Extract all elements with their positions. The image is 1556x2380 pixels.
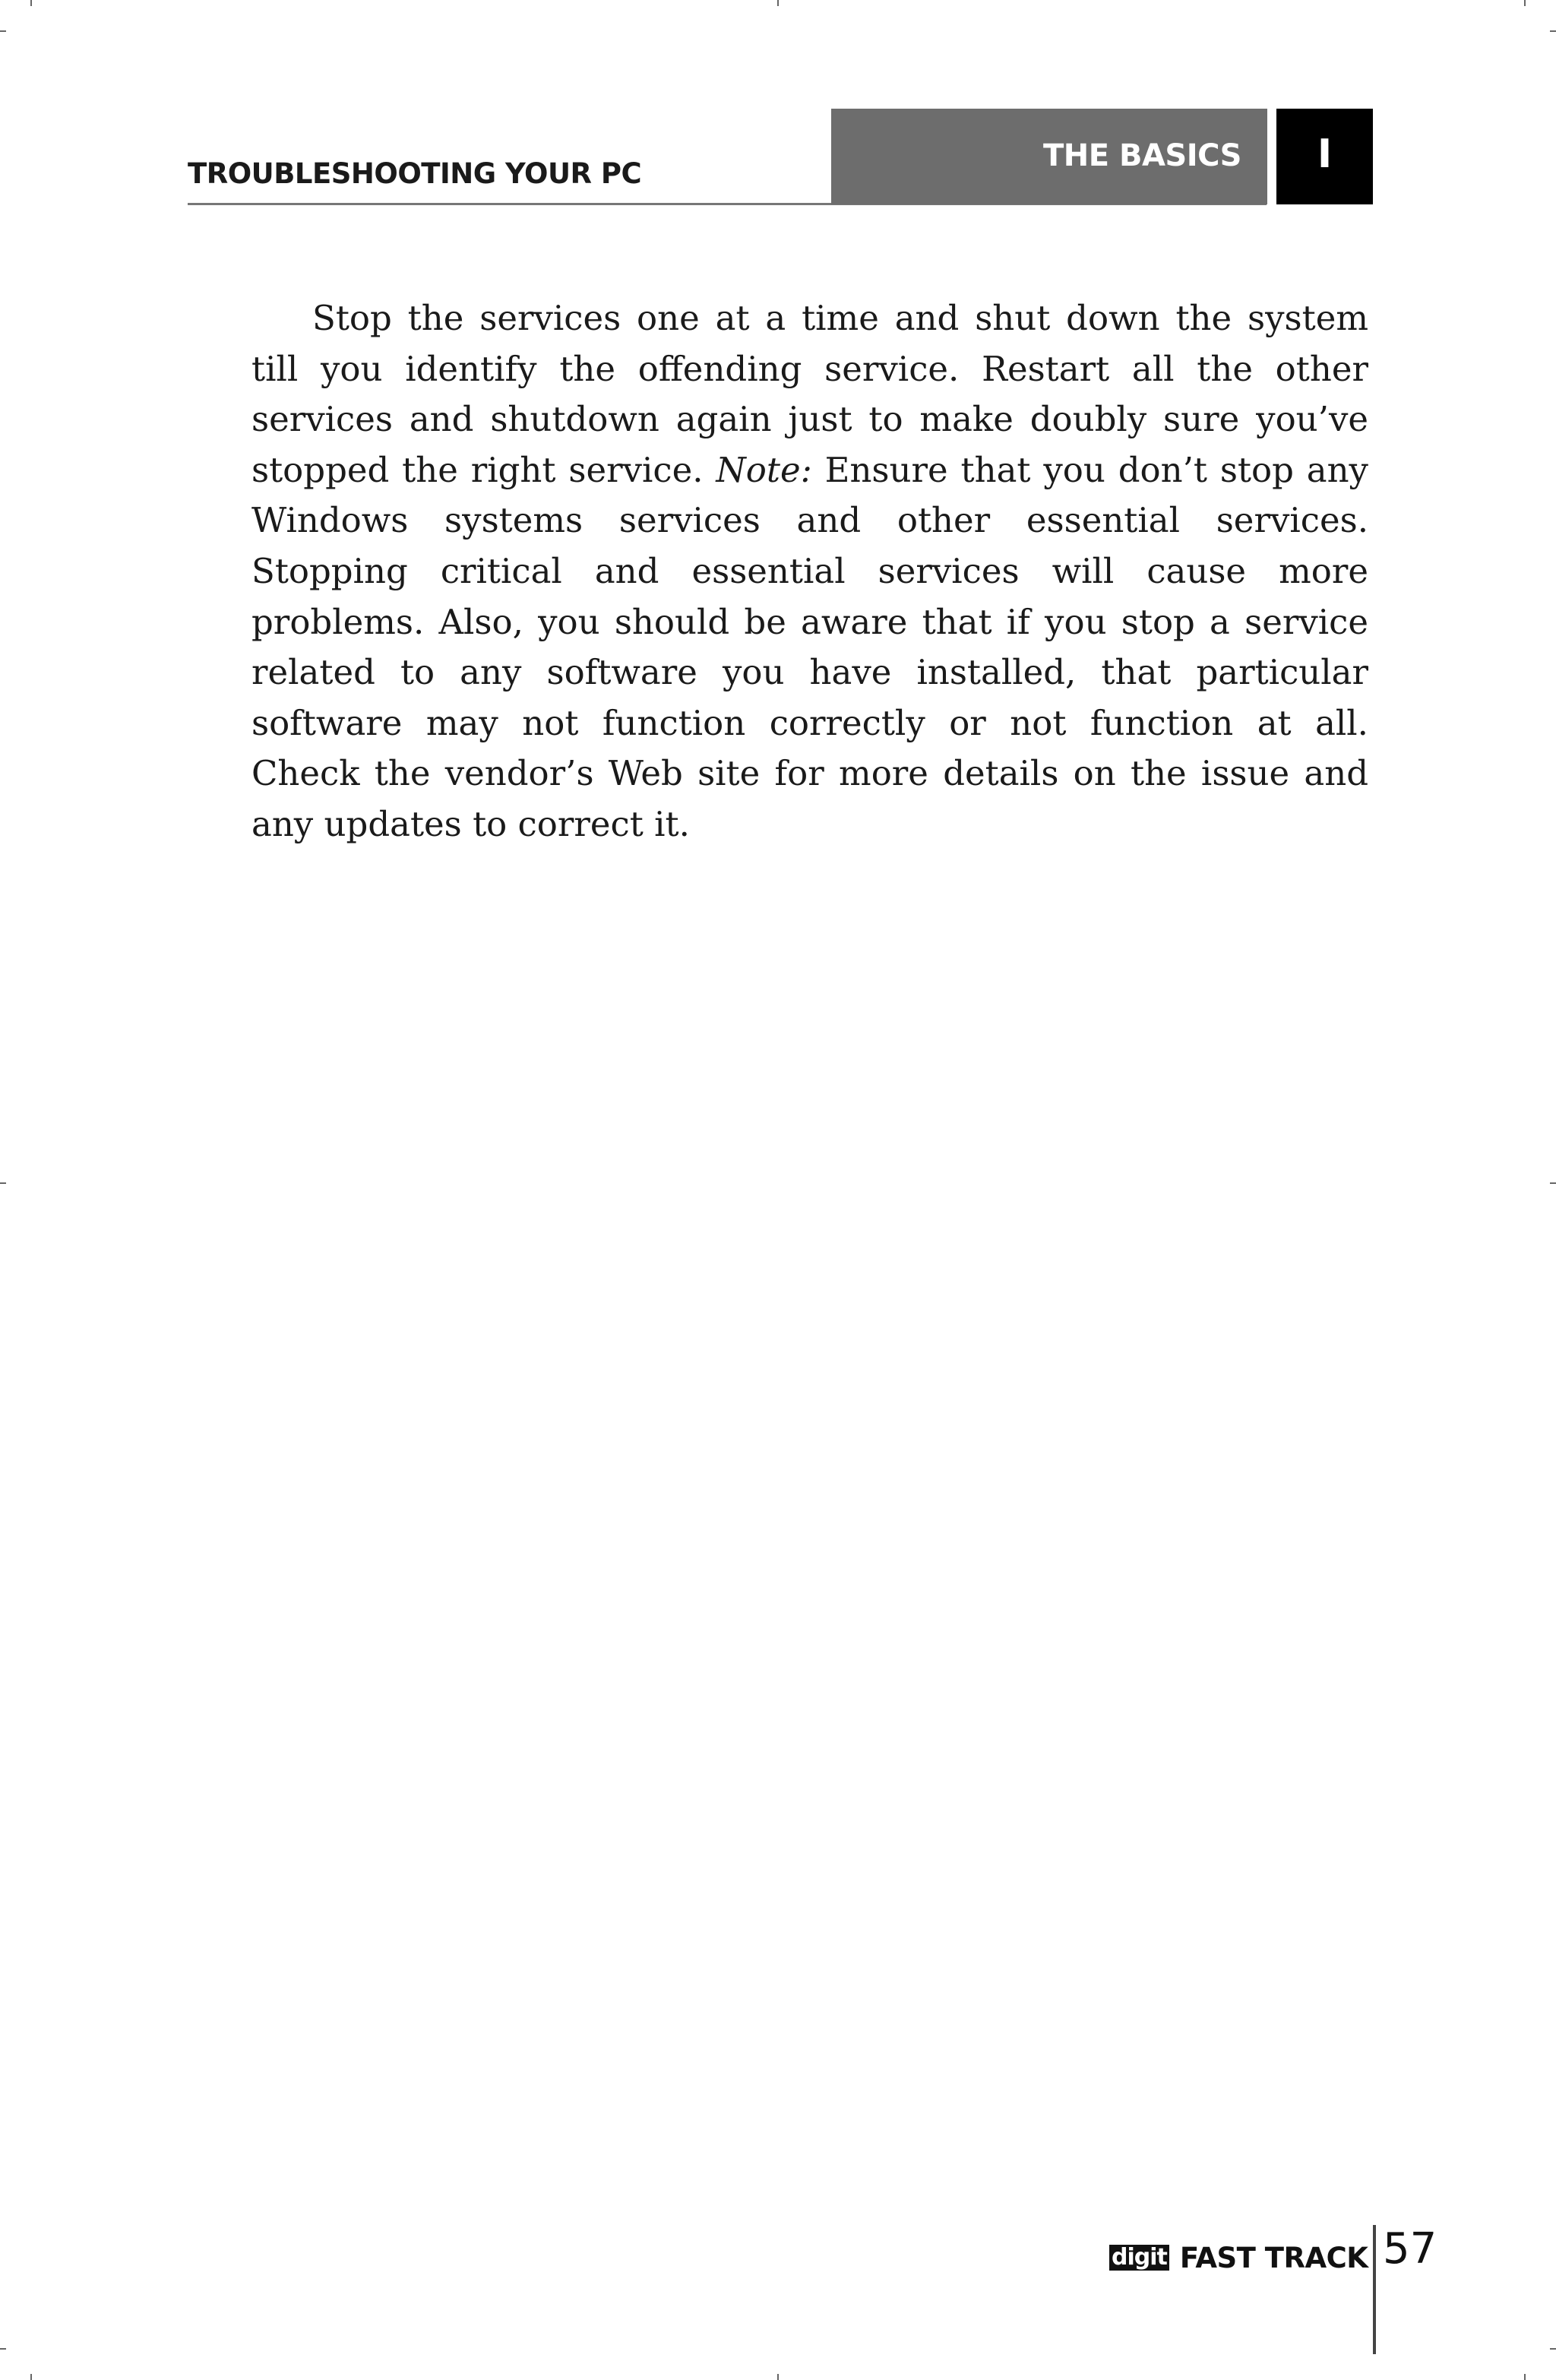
- section-title: THE BASICS: [1042, 138, 1241, 173]
- digit-logo: digit: [1109, 2245, 1169, 2271]
- crop-mark-bottom-left: [30, 2374, 32, 2380]
- running-header-title: TROUBLESHOOTING YOUR PC: [188, 157, 642, 190]
- footer-rule: [1373, 2225, 1376, 2354]
- crop-mark-left-top: [0, 30, 6, 32]
- crop-mark-bottom-center: [777, 2374, 779, 2380]
- section-number: I: [1317, 131, 1333, 177]
- section-number-tab: [1276, 109, 1373, 204]
- page-footer: [1109, 2239, 1368, 2277]
- crop-mark-top-left: [30, 0, 32, 6]
- series-name: FAST TRACK: [1179, 2241, 1368, 2274]
- crop-mark-right-middle: [1550, 1182, 1556, 1184]
- page-number: 57: [1383, 2224, 1437, 2274]
- crop-mark-right-bottom: [1550, 2348, 1556, 2350]
- note-label: Note:: [716, 449, 812, 490]
- paragraph-text-end: Ensure that you don’t stop any Windows systems services and other essential services. Stopping critical and essential services will cause more problems. Also, you should be aware that if you stop a service related to any software you have installed, that particular software may not function correctly or not function at all. Check the vendor’s Web site for more details on the issue and any updates to correct it.: [251, 449, 1368, 844]
- body-paragraph: [251, 293, 1368, 850]
- crop-mark-top-right: [1524, 0, 1526, 6]
- crop-mark-top-center: [777, 0, 779, 6]
- crop-mark-bottom-right: [1524, 2374, 1526, 2380]
- paragraph-text-start: Stop the services one at a time and shut down the system till you identify the offending service. Restart all the other services and shutdown again just to make doubly sure you’ve stopped the right service.: [251, 298, 1368, 490]
- crop-mark-right-top: [1550, 30, 1556, 32]
- crop-mark-left-bottom: [0, 2348, 6, 2350]
- crop-mark-left-middle: [0, 1182, 6, 1184]
- section-tab: [831, 109, 1267, 204]
